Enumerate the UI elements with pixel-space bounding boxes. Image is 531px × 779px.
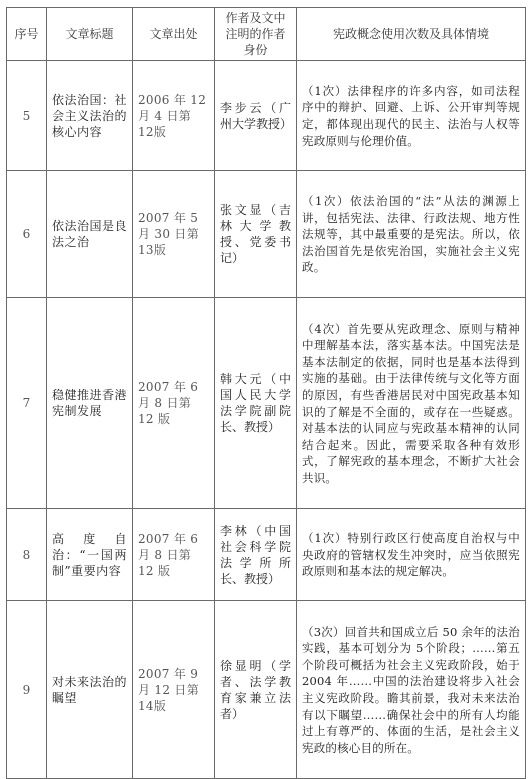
row-article-title: 对未来法治的瞩望 bbox=[47, 601, 133, 779]
table-row bbox=[7, 171, 526, 298]
row-article-title: 稳健推进香港宪制发展 bbox=[47, 298, 133, 509]
row-number: 7 bbox=[7, 298, 47, 509]
table-row bbox=[7, 61, 526, 171]
header-author-identity: 作者及文中注明的作者身份 bbox=[215, 8, 297, 61]
row-author: 徐显明（学者、法学教育家兼立法者） bbox=[215, 601, 297, 779]
row-usage-context: （1次）依法治国的“法”从法的渊源上讲，包括宪法、法律、行政法规、地方性法规等，其中最重要的是宪法。所以，依法治国首先是依宪治国，实施社会主义宪政。 bbox=[297, 171, 526, 298]
row-author: 张文显（吉林大学教授、党委书记） bbox=[215, 171, 297, 298]
row-number: 9 bbox=[7, 601, 47, 779]
row-number: 6 bbox=[7, 171, 47, 298]
header-article-title: 文章标题 bbox=[47, 8, 133, 61]
row-article-source: 2007 年 9 月 12 日第 14版 bbox=[133, 601, 215, 779]
table-row bbox=[7, 601, 526, 779]
row-article-title: 高度自治：“一国两制”重要内容 bbox=[47, 509, 133, 601]
row-article-source: 2007 年 6 月 8 日第 12 版 bbox=[133, 509, 215, 601]
row-usage-context: （3次）回首共和国成立后 50 余年的法治实践，基本可划分为 5个阶段；……第五个阶段可概括为社会主义宪政阶段，始于2004 年……中国的法治建设将步入社会主义宪政阶段。瞻其前景，我对未来法治有以下瞩望……确保社会中的所有人均能过上有尊严的、体面的生活，是社会主义宪政的核心目的所在。 bbox=[297, 601, 526, 779]
row-usage-context: （1次）法律程序的许多内容，如司法程序中的辩护、回避、上诉、公开审判等规定，都体现出现代的民主、法治与人权等宪政原则与伦理价值。 bbox=[297, 61, 526, 171]
row-usage-context: （1次）特别行政区行使高度自治权与中央政府的管辖权发生冲突时，应当依照宪政原则和基本法的规定解决。 bbox=[297, 509, 526, 601]
row-author: 李林（中国社会科学院法学所所长、教授） bbox=[215, 509, 297, 601]
table-row bbox=[7, 509, 526, 601]
row-article-source: 2006 年 12 月 4 日第 12版 bbox=[133, 61, 215, 171]
row-article-source: 2007 年 6 月 8 日第 12 版 bbox=[133, 298, 215, 509]
row-article-title: 依法治国：社会主义法治的核心内容 bbox=[47, 61, 133, 171]
row-number: 5 bbox=[7, 61, 47, 171]
row-author: 李步云（广州大学教授） bbox=[215, 61, 297, 171]
constitutionalism-articles-table bbox=[6, 7, 526, 779]
row-usage-context: （4次）首先要从宪政理念、原则与精神中理解基本法，落实基本法。中国宪法是基本法制定的依据，同时也是基本法得到实施的基础。由于法律传统与文化等方面的原因，有些香港居民对中国宪政基本知识的了解是不全面的，或存在一些疑惑。对基本法的认同应与宪政基本精神的认同结合起来。因此，需要采取各种有效形式，了解宪政的基本理念，不断扩大社会共识。 bbox=[297, 298, 526, 509]
header-article-source: 文章出处 bbox=[133, 8, 215, 61]
row-number: 8 bbox=[7, 509, 47, 601]
header-number: 序号 bbox=[7, 8, 47, 61]
row-author: 韩大元（中国人民大学法学院副院长、教授） bbox=[215, 298, 297, 509]
header-usage-context: 宪政概念使用次数及具体情境 bbox=[297, 8, 526, 61]
row-article-title: 依法治国是良法之治 bbox=[47, 171, 133, 298]
table-row bbox=[7, 298, 526, 509]
row-article-source: 2007 年 5 月 30 日第 13版 bbox=[133, 171, 215, 298]
table-header-row bbox=[7, 8, 526, 61]
